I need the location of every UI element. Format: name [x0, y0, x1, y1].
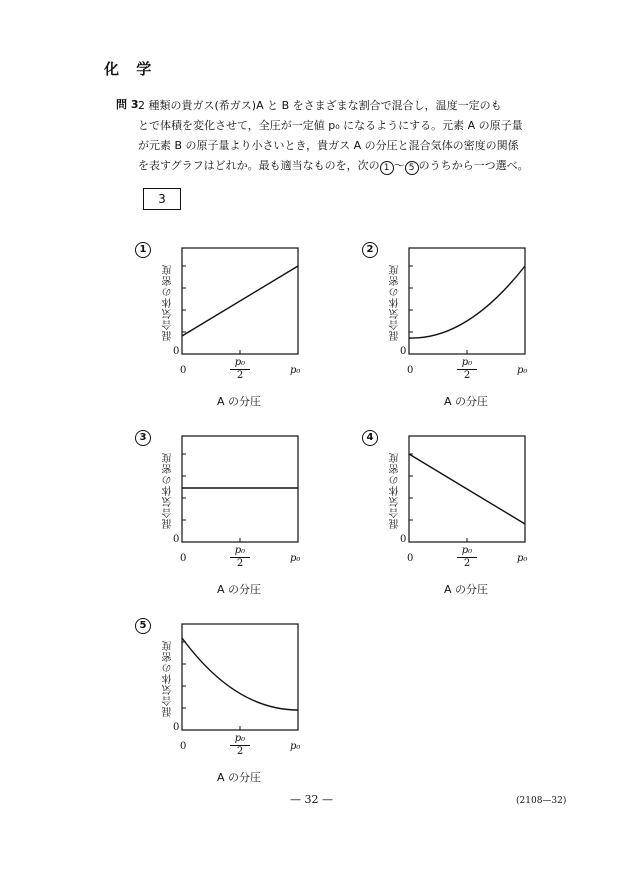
y-zero-tick: 0: [400, 534, 407, 545]
x-half-num: p₀: [457, 357, 477, 370]
y-zero-tick: 0: [400, 346, 407, 357]
x-half-num: p₀: [230, 733, 250, 746]
x-end-tick: p₀: [517, 553, 528, 564]
x-axis-label: A の分圧: [217, 583, 262, 596]
question-tail: のうちから一つ選べ。: [418, 159, 529, 172]
x-end-tick: p₀: [290, 365, 301, 376]
x-half-den: 2: [236, 558, 244, 569]
y-axis-label: 混合気体の密度: [390, 264, 401, 341]
question-line-1: 2 種類の貴ガス(希ガス)A と B をさまざまな割合で混合し，温度一定のも: [138, 99, 502, 112]
x-axis-label: A の分圧: [444, 583, 489, 596]
x-axis-label: A の分圧: [217, 395, 262, 408]
subject-title: 化 学: [104, 60, 158, 78]
graph-1: [135, 236, 345, 416]
y-zero-tick: 0: [173, 534, 180, 545]
x-half-tick: [457, 357, 477, 382]
x-zero-tick: 0: [180, 365, 187, 376]
graph-curve: [182, 266, 298, 336]
question-number: 問 3: [116, 98, 139, 111]
question-line-4: [138, 156, 558, 176]
x-end-tick: p₀: [517, 365, 528, 376]
graph-4: [362, 424, 572, 604]
x-half-num: p₀: [230, 357, 250, 370]
x-half-tick: [457, 545, 477, 570]
x-half-den: 2: [236, 370, 244, 381]
range-end-marker: 5: [405, 161, 419, 175]
graph-label: 4: [362, 430, 378, 446]
doc-code: (2108—32): [516, 796, 567, 806]
x-half-tick: [230, 545, 250, 570]
page-number: — 32 —: [290, 793, 333, 806]
graph-3: [135, 424, 345, 604]
x-zero-tick: 0: [180, 741, 187, 752]
graph-plot: [135, 612, 345, 792]
x-axis-label: A の分圧: [217, 771, 262, 784]
graph-curve: [409, 266, 525, 338]
question-text: [138, 96, 558, 176]
x-half-num: p₀: [457, 545, 477, 558]
graph-2: [362, 236, 572, 416]
x-zero-tick: 0: [407, 553, 414, 564]
graph-label: 2: [362, 242, 378, 258]
y-axis-label: 混合気体の密度: [163, 640, 174, 717]
y-zero-tick: 0: [173, 722, 180, 733]
question-line-4-text: を表すグラフはどれか。最も適当なものを，次の: [138, 159, 380, 172]
x-zero-tick: 0: [407, 365, 414, 376]
x-half-tick: [230, 733, 250, 758]
x-end-tick: p₀: [290, 741, 301, 752]
x-half-den: 2: [463, 370, 471, 381]
range-start-marker: 1: [380, 161, 394, 175]
graph-curve: [409, 454, 525, 524]
question-line-3: が元素 B の原子量より小さいとき，貴ガス A の分圧と混合気体の密度の関係: [138, 139, 519, 152]
graph-label: 1: [135, 242, 151, 258]
graph-plot: [362, 236, 572, 416]
x-half-tick: [230, 357, 250, 382]
x-axis-label: A の分圧: [444, 395, 489, 408]
y-axis-label: 混合気体の密度: [163, 264, 174, 341]
x-half-num: p₀: [230, 545, 250, 558]
y-axis-label: 混合気体の密度: [390, 452, 401, 529]
answer-box: 3: [143, 188, 181, 210]
graph-curve: [182, 638, 298, 710]
x-half-den: 2: [236, 746, 244, 757]
x-end-tick: p₀: [290, 553, 301, 564]
range-sep: 〜: [393, 159, 405, 172]
question-line-2: とで体積を変化させて，全圧が一定値 p₀ になるようにする。元素 A の原子量: [138, 119, 523, 132]
y-zero-tick: 0: [173, 346, 180, 357]
graph-label: 3: [135, 430, 151, 446]
graph-plot: [135, 236, 345, 416]
graph-label: 5: [135, 618, 151, 634]
x-half-den: 2: [463, 558, 471, 569]
graph-plot: [135, 424, 345, 604]
y-axis-label: 混合気体の密度: [163, 452, 174, 529]
graph-plot: [362, 424, 572, 604]
graph-5: [135, 612, 345, 792]
x-zero-tick: 0: [180, 553, 187, 564]
